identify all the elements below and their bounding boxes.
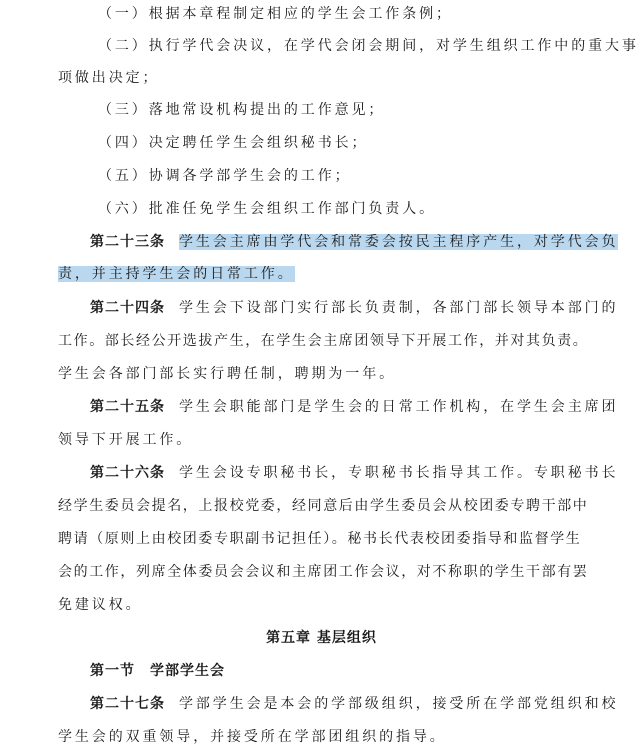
clause-item-3: （三）落地常设机构提出的工作意见； (98, 102, 386, 118)
article-25-text: 学生会职能部门是学生会的日常工作机构，在学生会主席团 (179, 399, 619, 415)
article-23-text-selected-2[interactable]: 责，并主持学生会的日常工作。 (58, 266, 295, 282)
article-25 (90, 397, 620, 417)
article-26-line4: 会的工作，列席全体委员会会议和主席团工作会议，对不称职的学生干部有罢 (58, 564, 589, 580)
section-heading: 第一节 学部学生会 (90, 663, 225, 679)
article-27 (90, 694, 620, 714)
article-25-line2: 领导下开展工作。 (58, 432, 194, 448)
clause-item-1: （一）根据本章程制定相应的学生会工作条例； (98, 6, 453, 22)
article-23 (90, 232, 620, 252)
article-26-line3: 聘请（原则上由校团委专职副书记担任）。秘书长代表校团委指导和监督学生 (58, 531, 582, 547)
article-24-label: 第二十四条 (90, 300, 165, 316)
article-23-cont (58, 264, 588, 284)
article-24 (90, 298, 620, 318)
article-23-text-selected[interactable]: 学生会主席由学代会和常委会按民主程序产生，对学代会负 (179, 234, 619, 250)
article-23-label: 第二十三条 (90, 234, 165, 250)
clause-item-2-cont: 项做出决定； (58, 70, 160, 86)
clause-item-2: （二）执行学代会决议，在学代会闭会期间，对学生组织工作中的重大事 (98, 38, 639, 54)
article-26 (90, 463, 620, 483)
article-27-text: 学部学生会是本会的学部级组织，接受所在学部党组织和校 (179, 696, 619, 712)
article-26-text: 学生会设专职秘书长，专职秘书长指导其工作。专职秘书长 (179, 465, 619, 481)
article-25-label: 第二十五条 (90, 399, 165, 415)
article-26-label: 第二十六条 (90, 465, 165, 481)
chapter-heading: 第五章 基层组织 (266, 630, 377, 646)
article-26-line2: 经学生委员会提名，上报校党委，经同意后由学生委员会从校团委专聘干部中 (58, 498, 589, 514)
article-26-line5: 免建议权。 (58, 597, 143, 613)
article-24-line3: 学生会各部门部长实行聘任制，聘期为一年。 (58, 366, 396, 382)
article-24-line2: 工作。部长经公开选拔产生，在学生会主席团领导下开展工作，并对其负责。 (58, 333, 589, 349)
article-27-line2: 学生会的双重领导，并接受所在学部团组织的指导。 (58, 729, 447, 745)
clause-item-4: （四）决定聘任学生会组织秘书长； (98, 135, 369, 151)
article-27-label: 第二十七条 (90, 696, 165, 712)
article-24-text: 学生会下设部门实行部长负责制，各部门部长领导本部门的 (179, 300, 619, 316)
clause-item-5: （五）协调各学部学生会的工作； (98, 168, 352, 184)
clause-item-6: （六）批准任免学生会组织工作部门负责人。 (98, 201, 436, 217)
